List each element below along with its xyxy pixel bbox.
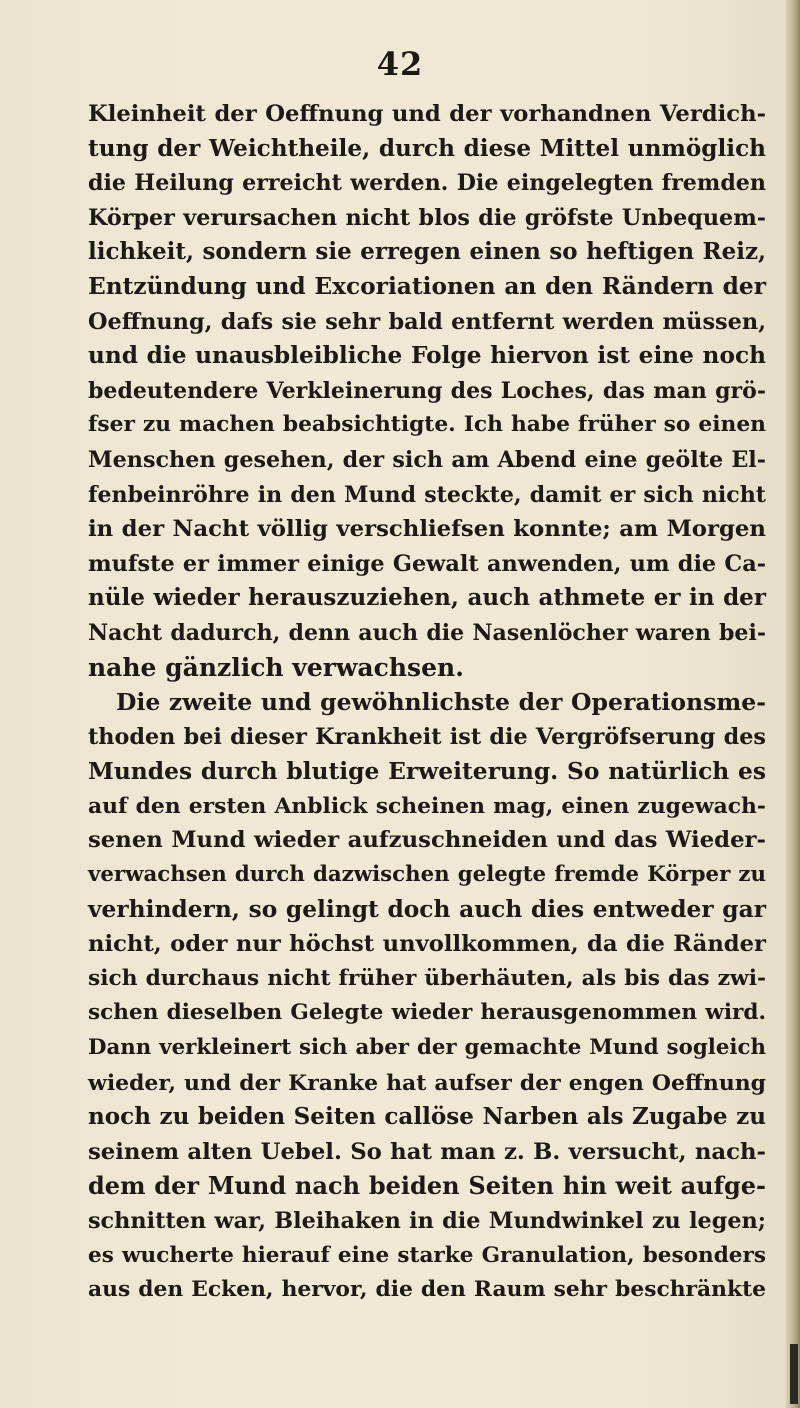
text-line: verwachsen durch dazwischen gelegte fremde Körper zu [88,862,766,888]
text-line: Menschen gesehen, der sich am Abend eine geölte El- [88,446,766,473]
text-line: fser zu machen beabsichtigte. Ich habe früher so einen [88,412,766,438]
text-line: schen dieselben Gelegte wieder herausgenommen wird. [88,1000,766,1026]
text-line: Kleinheit der Oeffnung und der vorhandnen Verdich- [88,101,766,127]
binding-shadow-mark [790,1344,798,1404]
text-line: es wucherte hierauf eine starke Granulation, besonders [88,1242,766,1268]
page-number: 42 [376,45,424,83]
text-line: noch zu beiden Seiten callöse Narben als Zugabe zu [88,1103,766,1131]
text-line: nicht, oder nur höchst unvollkommen, da die Ränder [88,931,766,958]
text-line: Körper verursachen nicht blos die gröfste Unbequem- [88,204,766,231]
text-line: fenbeinröhre in den Mund steckte, damit er sich nicht [88,481,766,508]
text-line: schnitten war, Bleihaken in die Mundwinkel zu legen; [88,1208,766,1234]
text-line: dem der Mund nach beiden Seiten hin weit aufge- [88,1171,766,1201]
text-line: sich durchaus nicht früher überhäuten, als bis das zwi- [88,965,766,991]
text-line: Oeffnung, dafs sie sehr bald entfernt werden müssen, [88,308,766,335]
page-binding-edge [786,0,800,1408]
text-line: Nacht dadurch, denn auch die Nasenlöcher waren bei- [88,619,766,646]
body-text [88,97,766,1308]
text-line: auf den ersten Anblick scheinen mag, einen zugewach- [88,792,766,819]
text-line: wieder, und der Kranke hat aufser der engen Oeffnung [88,1069,766,1096]
text-line: aus den Ecken, hervor, die den Raum sehr beschränkte [88,1277,766,1303]
text-line: thoden bei dieser Krankheit ist die Vergröfserung des [88,723,766,750]
text-line: tung der Weichtheile, durch diese Mittel unmöglich [88,134,766,162]
text-line: bedeutendere Verkleinerung des Loches, das man grö- [88,377,766,404]
paragraph-end-line: nahe gänzlich verwachsen. [88,652,464,682]
text-line: verhindern, so gelingt doch auch dies entweder gar [88,895,766,923]
text-line: mufste er immer einige Gewalt anwenden, um die Ca- [88,550,766,577]
text-line: Entzündung und Excoriationen an den Rändern der [88,272,766,300]
text-line: seinem alten Uebel. So hat man z. B. versucht, nach- [88,1138,766,1165]
text-line: senen Mund wieder aufzuschneiden und das Wieder- [88,827,766,854]
text-line: in der Nacht völlig verschliefsen konnte; am Morgen [88,516,766,543]
text-line: Mundes durch blutige Erweiterung. So natürlich es [88,757,766,786]
text-line: Dann verkleinert sich aber der gemachte Mund sogleich [88,1035,766,1061]
text-line: die Heilung erreicht werden. Die eingelegten fremden [88,170,766,197]
text-line: nüle wieder herauszuziehen, auch athmete er in der [88,584,766,612]
paragraph-start-line: Die zweite und gewöhnlichste der Operationsme- [116,688,766,717]
text-line: lichkeit, sondern sie erregen einen so heftigen Reiz, [88,238,766,266]
text-line: und die unausbleibliche Folge hiervon ist eine noch [88,342,766,370]
